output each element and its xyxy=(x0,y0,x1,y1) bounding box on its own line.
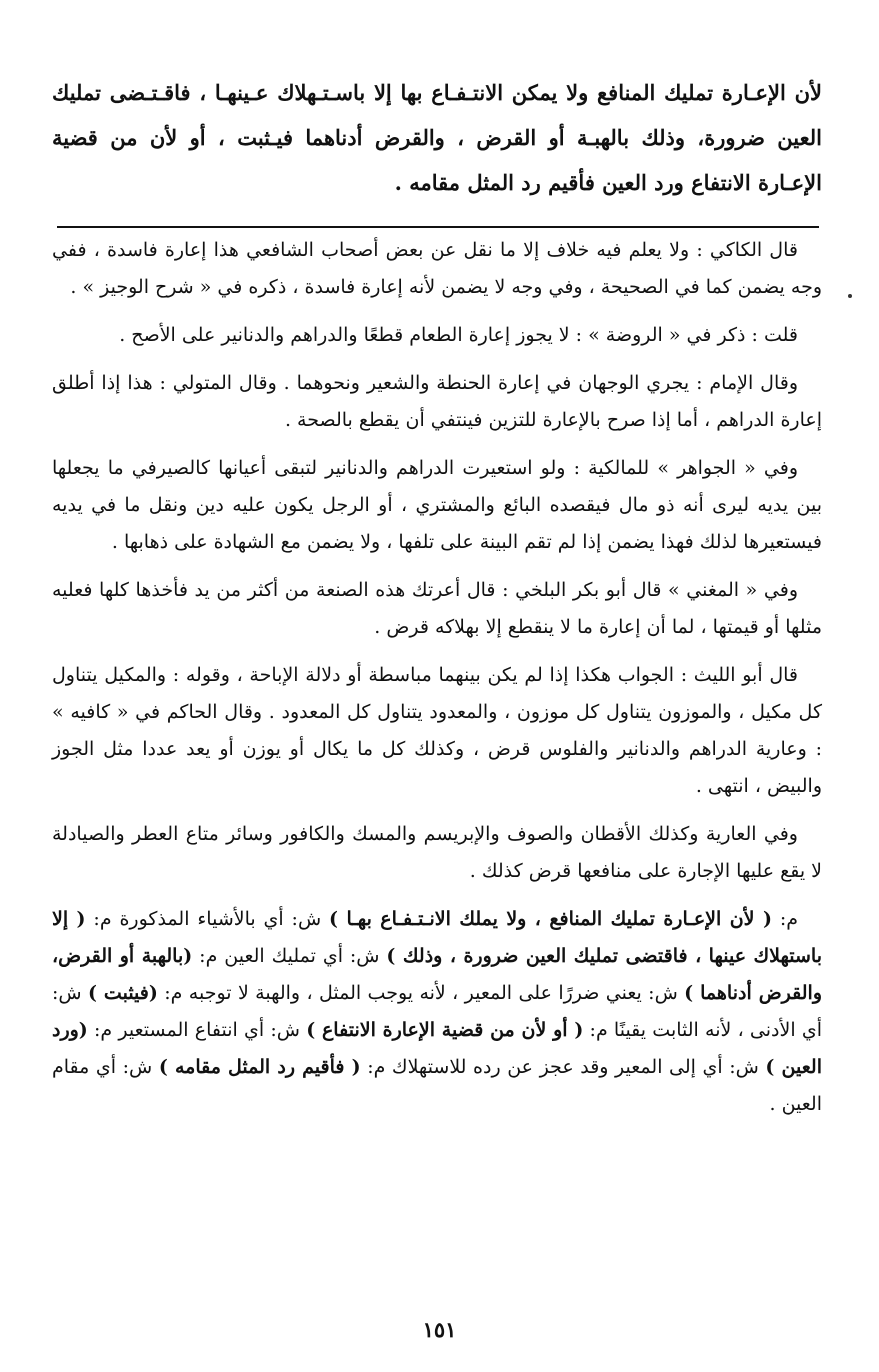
footnotes-section xyxy=(52,232,822,1134)
commentary-text: ش: أي مقام العين . xyxy=(52,1056,822,1115)
main-text: لأن الإعـارة تمليك المنافع ولا يمكن الانتـفـاع بها إلا باسـتـهلاك عـينهـا ، فاقـتـضى تمليك العين ضرورة، وذلك بالهبـة أو القرض ، والقرض أدناهما فيـثبت ، أو لأن من قضية الإعـارة الانتفاع ورد العين فأقيم رد المثل مقامه . xyxy=(52,80,822,195)
quoted-matn: (ورد العين ) xyxy=(52,1019,822,1078)
commentary-text: ش: أي تمليك العين م: xyxy=(192,945,387,967)
footnote-paragraph: قال الكاكي : ولا يعلم فيه خلاف إلا ما نقل عن بعض أصحاب الشافعي هذا إعارة فاسدة ، ففي وجه يضمن كما في الصحيحة ، وفي وجه لا يضمن لأنه إعارة فاسدة ، ذكره في « شرح الوجيز » . xyxy=(52,239,822,298)
quoted-matn: ( إلا باستهلاك عينها ، فاقتضى تمليك العين ضرورة ، وذلك ) xyxy=(52,908,823,967)
footnote-paragraph: قلت : ذكر في « الروضة » : لا يجوز إعارة الطعام قطعًا والدراهم والدنانير على الأصح . xyxy=(119,324,798,346)
commentary-marker: م: xyxy=(771,908,799,930)
commentary-text: ش: أي بالأشياء المذكورة م: xyxy=(85,908,330,930)
quoted-matn: (بالهبة أو القرض، والقرض أدناهما ) xyxy=(52,945,822,1004)
footnote-paragraph: وفي « الجواهر » للمالكية : ولو استعيرت الدراهم والدنانير لتبقى أعيانها كالصيرفي ما يجعلها بين يديه ليرى أنه ذو مال فيقصده البائع والمشتري ، أو الرجل يكون عليه دين ونقل ما في يديه فيستعيرها لذلك فهذا يضمن إذا لم تقم البينة على تلفها ، ولا يضمن مع الشهادة على ذهابها . xyxy=(52,457,822,553)
commentary-text: ش: أي الأدنى ، لأنه الثابت يقينًا م: xyxy=(52,982,822,1041)
commentary-text: ش: يعني ضررًا على المعير ، لأنه يوجب المثل ، والهبة لا توجبه م: xyxy=(157,982,685,1004)
quoted-matn: ( فأقيم رد المثل مقامه ) xyxy=(158,1056,361,1078)
commentary-text: ش: أي إلى المعير وقد عجز عن رده للاستهلاك م: xyxy=(360,1056,766,1078)
footnote-paragraph: وقال الإمام : يجري الوجهان في إعارة الحنطة والشعير ونحوهما . وقال المتولي : هذا إذا أطلق إعارة الدراهم ، أما إذا صرح بالإعارة للتزين فينتفي أن يقطع بالصحة . xyxy=(52,372,822,431)
page-number: ١٥١ xyxy=(422,1317,457,1342)
footnote-paragraph: وفي العارية وكذلك الأقطان والصوف والإبريسم والمسك والكافور وسائر متاع العطر والصيادلة لا يقع عليها الإجارة على منافعها قرض كذلك . xyxy=(52,823,822,882)
quoted-matn: ( لأن الإعـارة تمليك المنافع ، ولا يملك الانـتـفـاع بهـا ) xyxy=(329,908,772,930)
footnote-paragraph: وفي « المغني » قال أبو بكر البلخي : قال أعرتك هذه الصنعة من أكثر من يد فأخذها كلها فعليه مثلها أو قيمتها ، لما أن إعارة ما لا ينقطع إلا بهلاكه قرض . xyxy=(52,579,822,638)
quoted-matn: ( أو لأن من قضية الإعارة الانتفاع ) xyxy=(306,1019,584,1041)
separator-line xyxy=(57,226,819,228)
commentary-text: ش: أي انتفاع المستعير م: xyxy=(87,1019,307,1041)
footnote-paragraph: قال أبو الليث : الجواب هكذا إذا لم يكن بينهما مباسطة أو دلالة الإباحة ، وقوله : والمكيل يتناول كل مكيل ، والموزون يتناول كل موزون ، والمعدود يتناول كل المعدود . وقال الحاكم في « كافيه » : وعارية الدراهم والدنانير والفلوس قرض ، وكذلك كل ما يكال أو يوزن أو يعد عددا مثل الجوز والبيض ، انتهى . xyxy=(52,664,822,797)
commentary-paragraph xyxy=(52,901,822,1123)
margin-speck xyxy=(848,294,852,298)
quoted-matn: (فيثبت ) xyxy=(87,982,158,1004)
